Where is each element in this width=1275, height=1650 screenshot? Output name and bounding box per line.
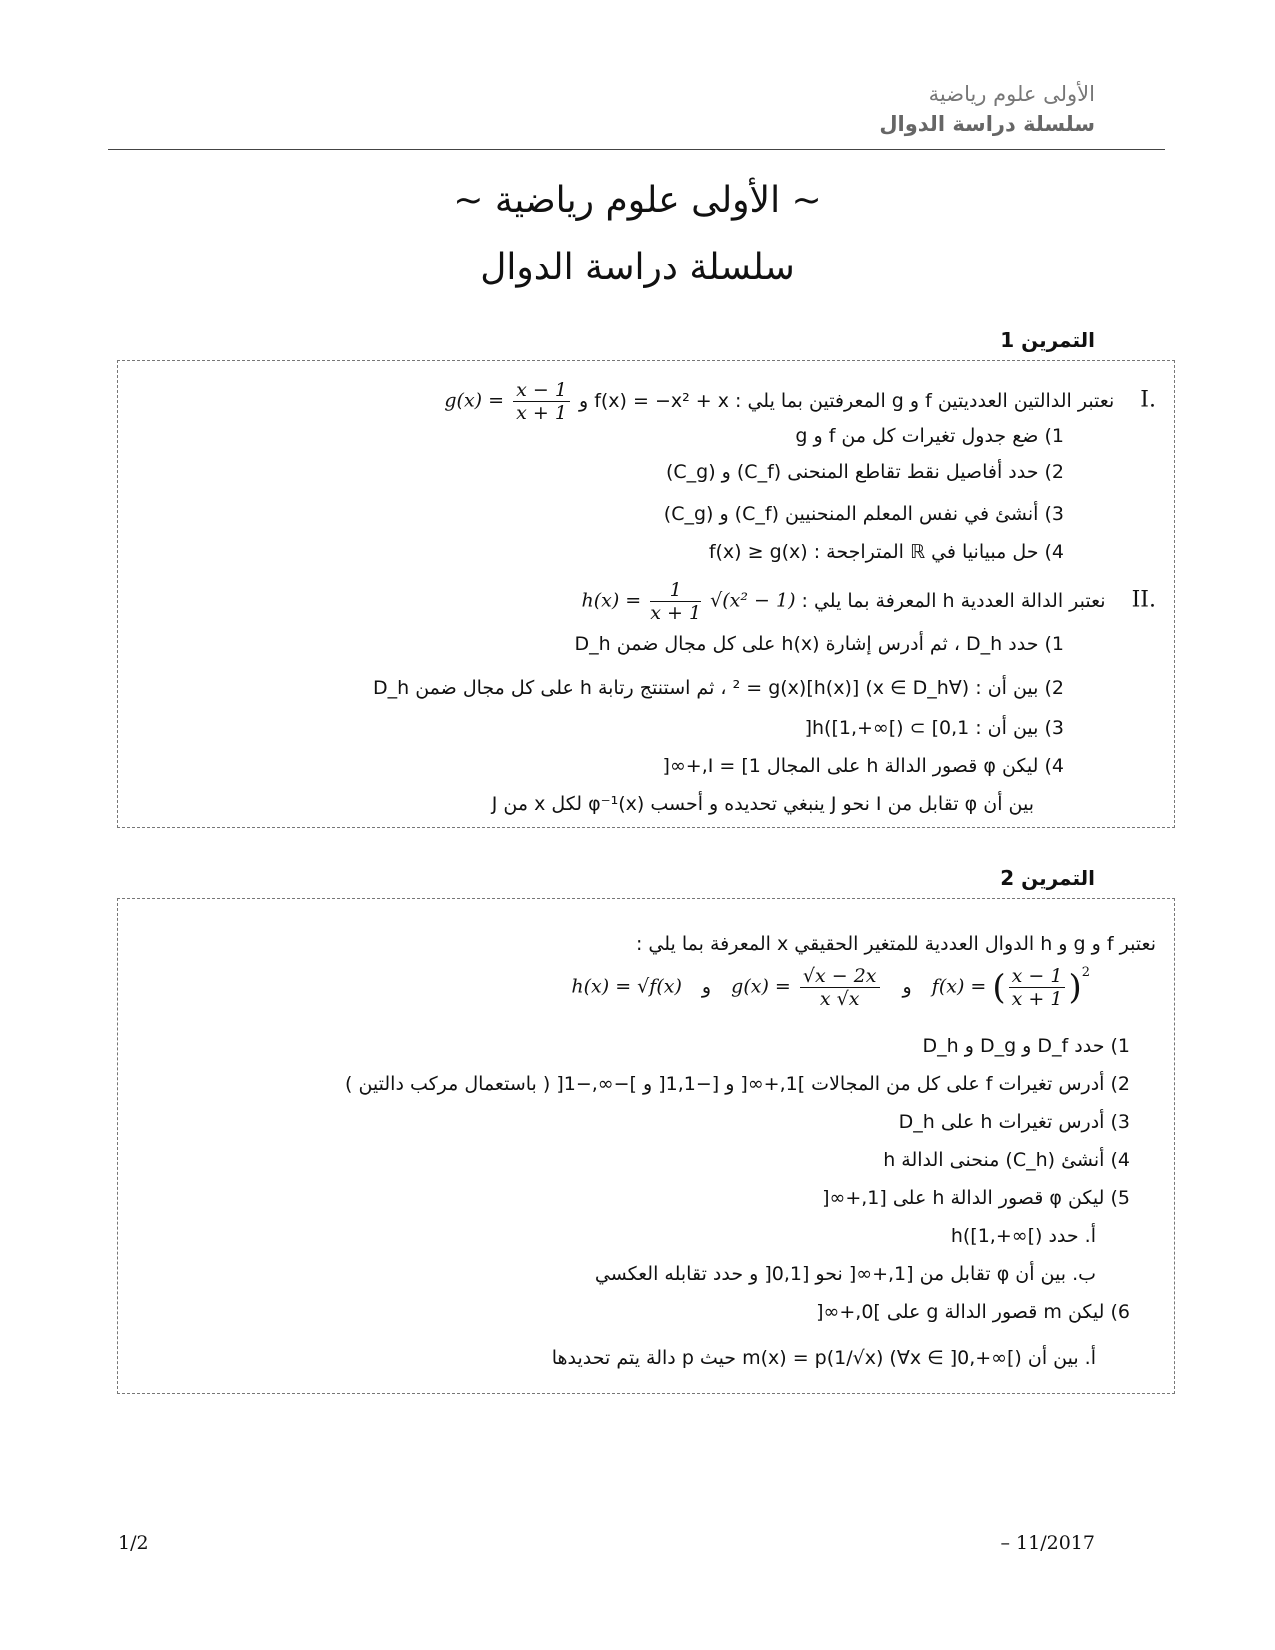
exercise-2-heading: التمرين 2 [1000,866,1095,890]
part-II-item-2: 2) بين أن : (∀x ∈ D_h) [h(x)]² = g(x) ، ثم استنتج رتابة h على كل مجال ضمن D_h [372,677,1064,699]
page-number: 1/2 [118,1532,149,1554]
ex2-h-definition: h(x) = √f(x) [571,975,682,998]
ex2-item-5: 5) ليكن φ قصور الدالة h على [1,+∞[ [822,1187,1130,1209]
ex2-f-numerator: x − 1 [1009,965,1066,988]
part-I-item-4: 4) حل مبيانيا في ℝ المتراجحة : f(x) ≥ g(x) [708,541,1064,563]
part-II-intro: نعتبر الدالة العددية h المعرفة بما يلي : [801,589,1106,612]
ex2-f-exponent: 2 [1081,965,1090,980]
part-I-item-1: 1) ضع جدول تغيرات كل من f و g [795,425,1064,447]
part-II-item-4-followup: بين أن φ تقابل من I نحو J ينبغي تحديده و أحسب φ⁻¹(x) لكل x من J [491,793,1034,815]
ex2-g-lhs: g(x) = [731,975,791,998]
part-II-number: .II [1131,587,1156,613]
ex2-f-lhs: f(x) = [931,975,987,998]
ex2-item-1: 1) حدد D_f و D_g و D_h [922,1035,1130,1057]
ex2-item-3: 3) أدرس تغيرات h على D_h [898,1111,1130,1133]
part-II-item-3: 3) بين أن : h([1,+∞[) ⊂ [0,1[ [804,717,1064,739]
ex2-f-fraction [1009,965,1066,1010]
exercise-2-definitions [571,965,1090,1010]
page-subtitle: سلسلة دراسة الدوال [480,247,795,288]
exercise-2-intro: نعتبر f و g و h الدوال العددية للمتغير الحقيقي x المعرفة بما يلي : [635,933,1156,955]
header-divider [108,149,1165,150]
exercise-1-box [117,360,1175,828]
part-I-number: .I [1140,387,1156,413]
ex2-f-right-paren: ) [1068,967,1082,1008]
h-fraction [650,579,701,624]
h-numerator: 1 [650,579,701,602]
ex2-g-denominator: x √x [819,988,860,1010]
g-fraction [513,379,570,424]
header-subtitle: الأولى علوم رياضية [928,82,1095,106]
ex2-f-left-paren: ( [992,967,1006,1008]
g-lhs: g(x) = [444,389,505,412]
ex2-g-numerator: √x − 2x [800,965,880,988]
ex2-and-2: و [902,975,912,998]
ex2-item-6a: أ. بين أن m(x) = p(1/√x) (∀x ∈ ]0,+∞[) حيث p دالة يتم تحديدها [551,1347,1096,1369]
exercise-1-part-II [581,579,1156,624]
h-radical: √(x² − 1) [710,589,796,612]
ex2-item-4: 4) أنشئ (C_h) منحنى الدالة h [883,1149,1130,1171]
g-numerator: x − 1 [513,379,570,402]
part-II-item-4: 4) ليكن φ قصور الدالة h على المجال I = [1,+∞[ [662,755,1064,777]
exercise-1-heading: التمرين 1 [1000,328,1095,352]
part-I-g-definition [444,379,573,424]
h-denominator: x + 1 [650,602,702,624]
ex2-item-5b: ب. بين أن φ تقابل من [1,+∞[ نحو [0,1[ و حدد تقابله العكسي [594,1263,1096,1285]
exercise-2-box [117,898,1175,1394]
ex2-item-6: 6) ليكن m قصور الدالة g على ]0,+∞[ [816,1301,1130,1323]
part-II-item-1: 1) حدد D_h ، ثم أدرس إشارة h(x) على كل مجال ضمن D_h [574,633,1064,655]
part-I-item-3: 3) أنشئ في نفس المعلم المنحنيين (C_f) و (C_g) [663,503,1064,525]
exercise-1-part-I [444,379,1156,424]
part-I-item-2: 2) حدد أفاصيل نقط تقاطع المنحنى (C_f) و (C_g) [665,461,1064,483]
part-II-h-definition [581,579,795,624]
ex2-item-5a: أ. حدد h([1,+∞[) [950,1225,1096,1247]
h-lhs: h(x) = [581,589,642,612]
page-title: ~ الأولى علوم رياضية ~ [453,180,822,221]
ex2-item-2: 2) أدرس تغيرات f على كل من المجالات ]1,+∞[ و [−1,1[ و ]−∞,−1[ ( باستعمال مركب دالتين ) [345,1073,1130,1095]
g-denominator: x + 1 [516,402,567,424]
footer-date: – 11/2017 [1000,1532,1095,1554]
ex2-and-1: و [701,975,712,998]
ex2-f-denominator: x + 1 [1011,988,1063,1010]
part-I-intro: نعتبر الدالتين العدديتين f و g المعرفتين بما يلي : f(x) = −x² + x و [578,389,1115,412]
header-series-title: سلسلة دراسة الدوال [879,112,1095,136]
ex2-g-fraction [800,965,880,1010]
